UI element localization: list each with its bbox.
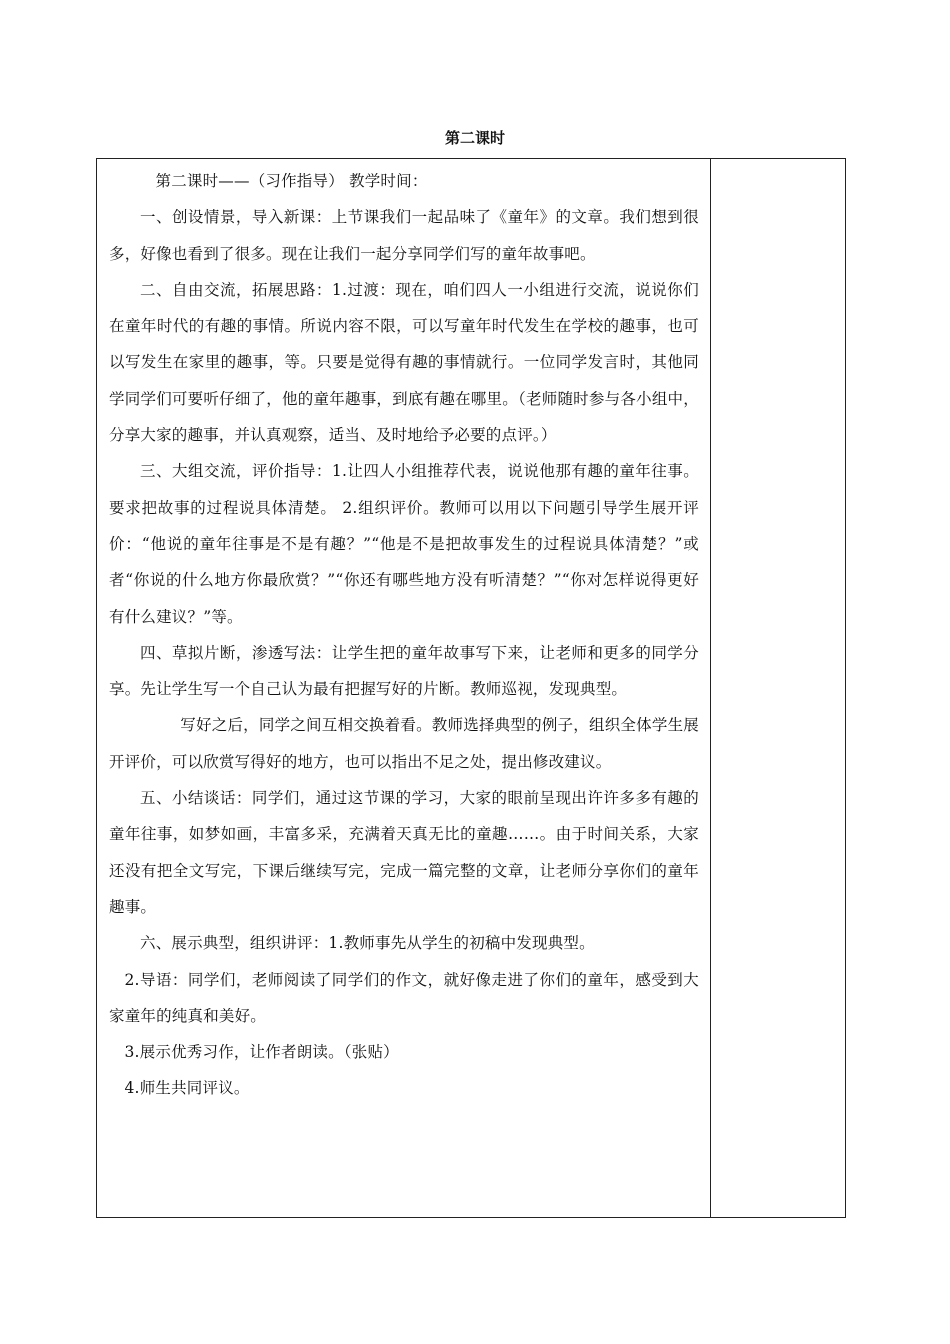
paragraph-peer-review: 写好之后，同学之间互相交换着看。教师选择典型的例子，组织全体学生展开评价，可以欣赏写得好的地方，也可以指出不足之处，提出修改建议。 (109, 716, 699, 771)
lesson-plan-table (96, 158, 846, 1218)
paragraph-summary: 五、小结谈话：同学们，通过这节课的学习，大家的眼前呈现出许许多多有趣的童年往事，如梦如画，丰富多采，充满着天真无比的童趣……。由于时间关系，大家还没有把全文写完，下课后继续写完，完成一篇完整的文章，让老师分享你们的童年趣事。 (109, 789, 699, 916)
paragraph-free-exchange: 二、自由交流，拓展思路：1.过渡：现在，咱们四人一小组进行交流，说说你们在童年时代的有趣的事情。所说内容不限，可以写童年时代发生在学校的趣事，也可以写发生在家里的趣事，等。只要是觉得有趣的事情就行。一位同学发言时，其他同学同学们可要听仔细了，他的童年趣事，到底有趣在哪里。（老师随时参与各小组中，分享大家的趣事，并认真观察，适当、及时地给予必要的点评。） (109, 280, 699, 445)
page-title: 第二课时 (444, 129, 505, 147)
paragraph-intro: 一、创设情景，导入新课：上节课我们一起品味了《童年》的文章。我们想到很多，好像也看到了很多。现在让我们一起分享同学们写的童年故事吧。 (109, 208, 699, 263)
lesson-content (109, 163, 699, 1107)
paragraph-showcase: 六、展示典型，组织讲评：1.教师事先从学生的初稿中发现典型。 (140, 934, 595, 953)
paragraph-present-work: 3.展示优秀习作，让作者朗读。（张贴） (124, 1043, 399, 1062)
lesson-header-line: 第二课时——（习作指导） 教学时间： (155, 172, 428, 190)
paragraph-joint-review: 4.师生共同评议。 (124, 1079, 250, 1098)
lesson-content-cell (97, 159, 711, 1217)
notes-cell (711, 159, 845, 1217)
paragraph-guide-talk: 2.导语：同学们，老师阅读了同学们的作文，就好像走进了你们的童年，感受到大家童年的纯真和美好。 (109, 970, 699, 1025)
paragraph-draft: 四、草拟片断，渗透写法：让学生把的童年故事写下来，让老师和更多的同学分享。先让学生写一个自己认为最有把握写好的片断。教师巡视，发现典型。 (109, 643, 699, 699)
paragraph-group-exchange: 三、大组交流，评价指导：1.让四人小组推荐代表，说说他那有趣的童年往事。要求把故事的过程说具体清楚。 2.组织评价。教师可以用以下问题引导学生展开评价：“他说的童年往事是不是有趣？”“他是不是把故事发生的过程说具体清楚？”或者“你说的什么地方你最欣赏？”“你还有哪些地方没有听清楚？”“你对怎样说得更好有什么建议？”等。 (109, 462, 699, 626)
